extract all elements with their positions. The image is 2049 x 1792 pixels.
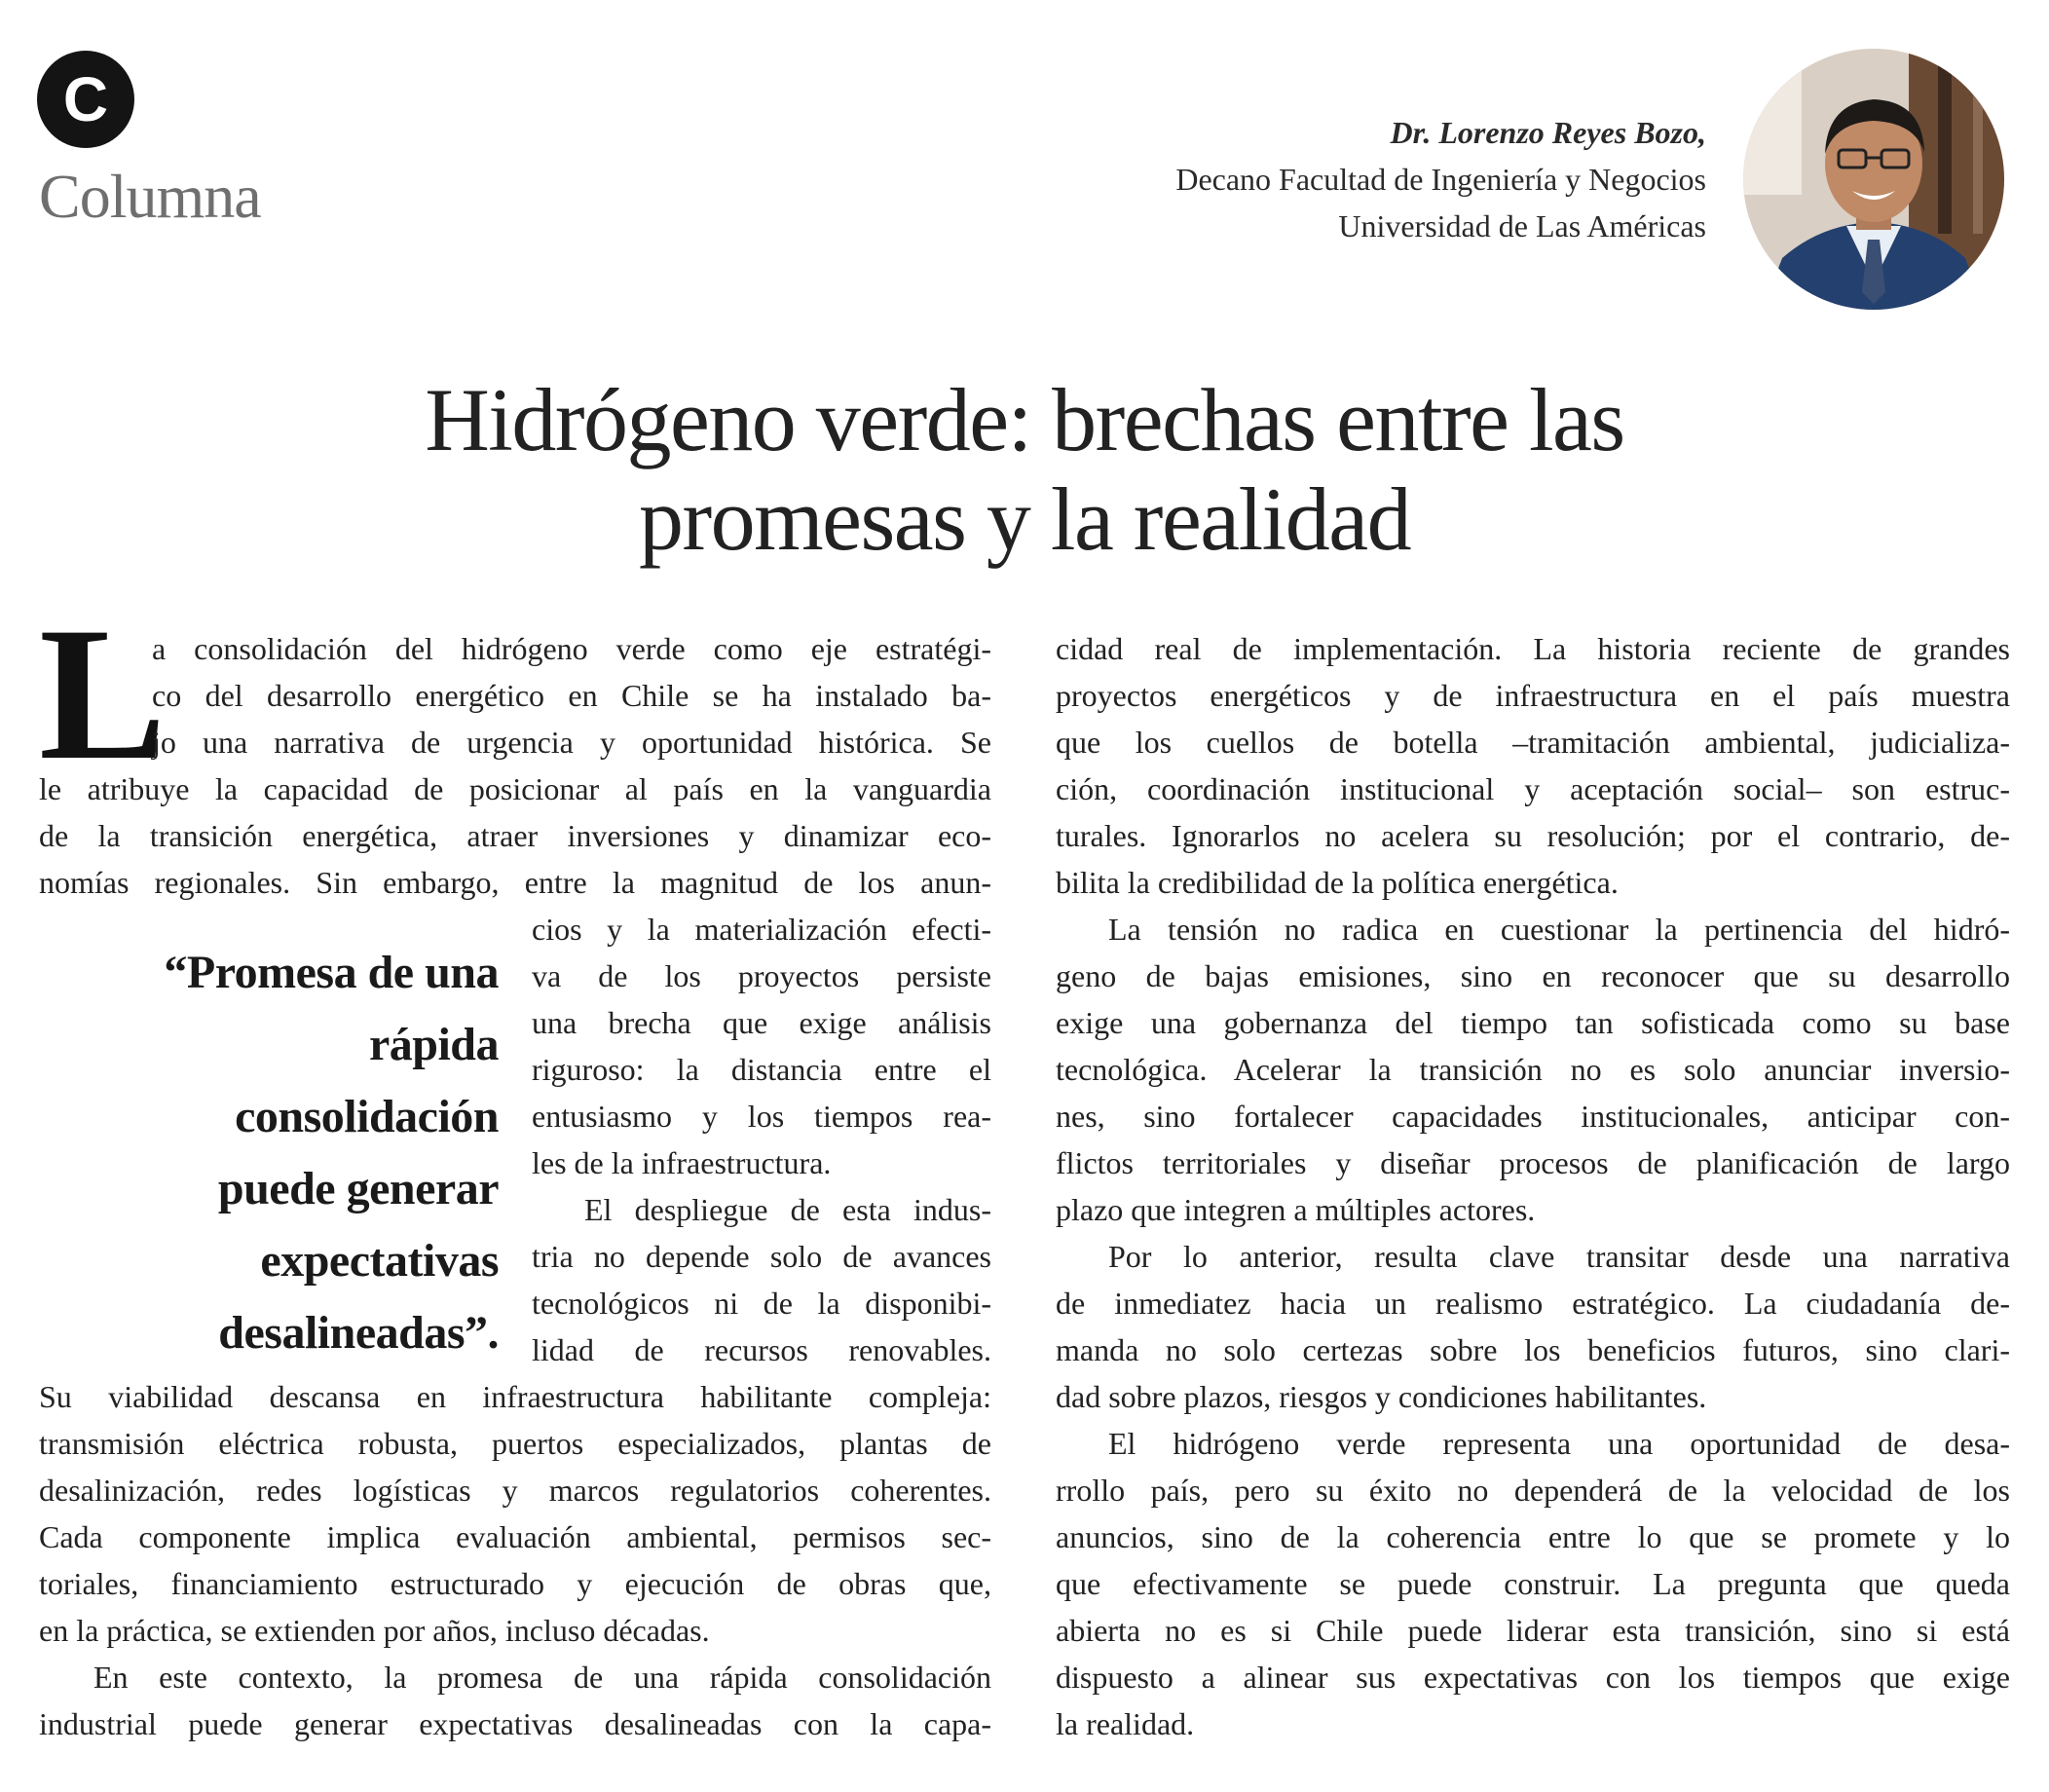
body-line: nomías regionales. Sin embargo, entre la magnitud de los anun- xyxy=(39,865,991,900)
body-line: entusiasmo y los tiempos rea- xyxy=(532,1099,991,1134)
body-line: nes, sino fortalecer capacidades institucionales, anticipar con- xyxy=(1056,1099,2010,1134)
body-line: anuncios, sino de la coherencia entre lo que se promete y lo xyxy=(1056,1519,2010,1554)
author-affiliation: Universidad de Las Américas xyxy=(1338,208,1706,243)
body-line: tecnológicos ni de la disponibi- xyxy=(532,1286,991,1321)
body-line: cios y la materialización efecti- xyxy=(532,912,991,947)
author-title: Decano Facultad de Ingeniería y Negocios xyxy=(1175,162,1706,197)
body-line: toriales, financiamiento estructurado y ejecución de obras que, xyxy=(39,1566,991,1601)
body-line: bilita la credibilidad de la política energética. xyxy=(1056,865,1619,900)
body-line: riguroso: la distancia entre el xyxy=(532,1052,991,1087)
headline xyxy=(0,370,2049,569)
body-line: va de los proyectos persiste xyxy=(532,958,991,993)
body-line: que los cuellos de botella –tramitación ambiental, judicializa- xyxy=(1056,725,2010,760)
body-line: les de la infraestructura. xyxy=(532,1145,832,1180)
body-line: El despliegue de esta indus- xyxy=(584,1192,991,1227)
section-badge: C xyxy=(37,51,134,148)
body-line: una brecha que exige análisis xyxy=(532,1005,991,1040)
body-line: a consolidación del hidrógeno verde como eje estratégi- xyxy=(152,631,991,666)
body-line: tecnológica. Acelerar la transición no es solo anunciar inversio- xyxy=(1056,1052,2010,1087)
body-line: Cada componente implica evaluación ambiental, permisos sec- xyxy=(39,1519,991,1554)
body-line: de la transición energética, atraer inversiones y dinamizar eco- xyxy=(39,818,991,853)
headline-line-1: Hidrógeno verde: brechas entre las xyxy=(425,370,1624,469)
body-line: transmisión eléctrica robusta, puertos especializados, plantas de xyxy=(39,1426,991,1461)
body-line: la realidad. xyxy=(1056,1706,1195,1741)
body-line: lidad de recursos renovables. xyxy=(532,1332,991,1367)
body-line: desalinización, redes logísticas y marcos regulatorios coherentes. xyxy=(39,1473,991,1508)
section-label: Columna xyxy=(39,162,261,231)
body-line: flictos territoriales y diseñar procesos de planificación de largo xyxy=(1056,1145,2010,1180)
pull-quote: “Promesa de una rápida consolidación puede generar expectativas desalineadas”. xyxy=(164,947,499,1359)
body-line: dad sobre plazos, riesgos y condiciones habilitantes. xyxy=(1056,1379,1707,1414)
headline-line-2: promesas y la realidad xyxy=(638,469,1411,569)
body-line: El hidrógeno verde representa una oportunidad de desa- xyxy=(1108,1426,2010,1461)
author-portrait-image xyxy=(1743,49,2004,310)
author-name: Dr. Lorenzo Reyes Bozo, xyxy=(1390,115,1706,150)
body-line: que efectivamente se puede construir. La pregunta que queda xyxy=(1056,1566,2010,1601)
body-line: geno de bajas emisiones, sino en reconocer que su desarrollo xyxy=(1056,958,2010,993)
author-byline xyxy=(1175,109,1706,249)
body-line: En este contexto, la promesa de una rápida consolidación xyxy=(93,1660,991,1695)
body-line: manda no solo certezas sobre los beneficios futuros, sino clari- xyxy=(1056,1332,2010,1367)
body-line: jo una narrativa de urgencia y oportunidad histórica. Se xyxy=(152,725,991,760)
body-line: proyectos energéticos y de infraestructura en el país muestra xyxy=(1056,678,2010,713)
body-line: tria no depende solo de avances xyxy=(532,1239,991,1274)
body-line: dispuesto a alinear sus expectativas con los tiempos que exige xyxy=(1056,1660,2010,1695)
body-line: exige una gobernanza del tiempo tan sofisticada como su base xyxy=(1056,1005,2010,1040)
body-line: co del desarrollo energético en Chile se ha instalado ba- xyxy=(152,678,991,713)
body-line: de inmediatez hacia un realismo estratégico. La ciudadanía de- xyxy=(1056,1286,2010,1321)
author-photo xyxy=(1743,49,2004,310)
body-line: cidad real de implementación. La historia reciente de grandes xyxy=(1056,631,2010,666)
body-line: abierta no es si Chile puede liderar esta transición, sino si está xyxy=(1056,1613,2010,1648)
body-line: Por lo anterior, resulta clave transitar desde una narrativa xyxy=(1108,1239,2010,1274)
body-line: plazo que integren a múltiples actores. xyxy=(1056,1192,1536,1227)
body-line: en la práctica, se extienden por años, incluso décadas. xyxy=(39,1613,710,1648)
body-line: turales. Ignorarlos no acelera su resolución; por el contrario, de- xyxy=(1056,818,2010,853)
body-line: le atribuye la capacidad de posicionar al país en la vanguardia xyxy=(39,771,991,806)
body-line: industrial puede generar expectativas desalineadas con la capa- xyxy=(39,1706,991,1741)
drop-cap: L xyxy=(39,588,167,800)
body-line: La tensión no radica en cuestionar la pertinencia del hidró- xyxy=(1108,912,2010,947)
body-line: Su viabilidad descansa en infraestructura habilitante compleja: xyxy=(39,1379,991,1414)
body-line: rrollo país, pero su éxito no dependerá de la velocidad de los xyxy=(1056,1473,2010,1508)
body-line: ción, coordinación institucional y aceptación social– son estruc- xyxy=(1056,771,2010,806)
